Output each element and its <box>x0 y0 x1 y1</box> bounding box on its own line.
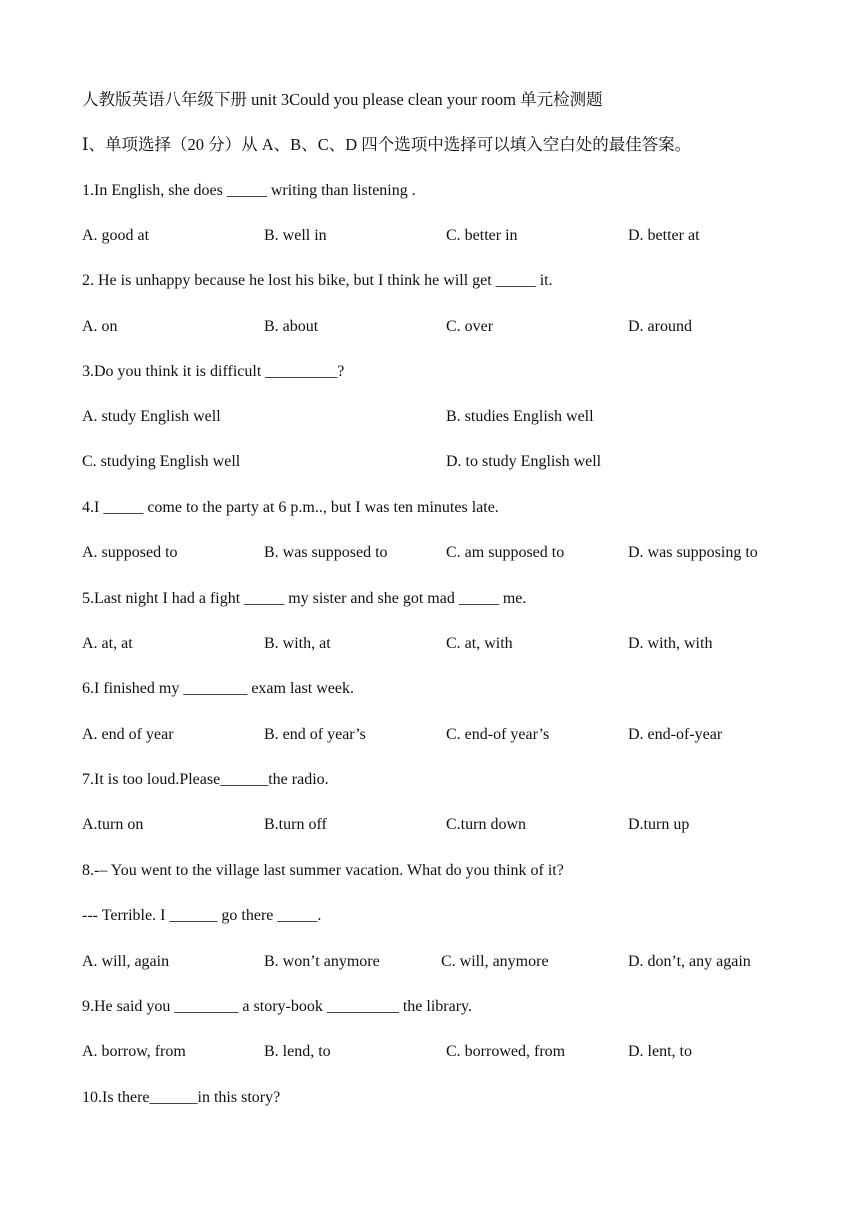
option-d: D. to study English well <box>446 453 602 470</box>
options-row <box>82 815 782 835</box>
option-d: D. was supposing to <box>628 544 758 561</box>
question-stem: 2. He is unhappy because he lost his bike, but I think he will get _____ it. <box>82 272 553 289</box>
option-c: C.turn down <box>446 816 526 833</box>
question-stem: 3.Do you think it is difficult _________? <box>82 363 345 380</box>
options-row <box>82 952 782 972</box>
section-heading: Ⅰ、单项选择（20 分）从 A、B、C、D 四个选项中选择可以填入空白处的最佳答案。 <box>82 135 692 154</box>
option-a: A. end of year <box>82 726 174 743</box>
option-b: B. about <box>264 318 319 335</box>
option-b: B. studies English well <box>446 408 594 425</box>
option-c: C. am supposed to <box>446 544 565 561</box>
options-row <box>82 725 782 745</box>
option-a: A. supposed to <box>82 544 178 561</box>
option-d: D. better at <box>628 227 700 244</box>
options-row <box>82 317 782 337</box>
option-b: B. well in <box>264 227 327 244</box>
question-stem: 7.It is too loud.Please______the radio. <box>82 771 329 788</box>
option-d: D.turn up <box>628 816 690 833</box>
question-stem: 9.He said you ________ a story-book _________ the library. <box>82 998 473 1015</box>
options-row <box>82 634 782 654</box>
option-b: B. lend, to <box>264 1043 331 1060</box>
options-row <box>82 452 782 472</box>
option-c: C. end-of year’s <box>446 726 550 743</box>
option-a: A. at, at <box>82 635 133 652</box>
option-a: A. borrow, from <box>82 1043 186 1060</box>
option-a: A. will, again <box>82 953 170 970</box>
option-a: A. study English well <box>82 408 221 425</box>
option-d: D. with, with <box>628 635 713 652</box>
option-c: C. borrowed, from <box>446 1043 566 1060</box>
question-stem: 8.-– You went to the village last summer vacation. What do you think of it? <box>82 862 564 879</box>
question-stem: 10.Is there______in this story? <box>82 1089 281 1106</box>
document-title: 人教版英语八年级下册 unit 3Could you please clean your room 单元检测题 <box>82 90 603 109</box>
option-b: B. won’t anymore <box>264 953 380 970</box>
options-row <box>82 407 782 427</box>
question-stem: 1.In English, she does _____ writing than listening . <box>82 182 416 199</box>
option-b: B. was supposed to <box>264 544 388 561</box>
option-a: A.turn on <box>82 816 144 833</box>
options-row <box>82 1042 782 1062</box>
option-b: B. end of year’s <box>264 726 366 743</box>
options-row <box>82 543 782 563</box>
option-b: B. with, at <box>264 635 331 652</box>
question-stem-reply: --- Terrible. I ______ go there _____. <box>82 907 322 924</box>
option-d: D. end-of-year <box>628 726 723 743</box>
option-a: A. on <box>82 318 118 335</box>
option-c: C. at, with <box>446 635 513 652</box>
option-c: C. will, anymore <box>441 953 549 970</box>
question-stem: 6.I finished my ________ exam last week. <box>82 680 354 697</box>
option-c: C. over <box>446 318 494 335</box>
option-a: A. good at <box>82 227 150 244</box>
option-d: D. around <box>628 318 692 335</box>
option-c: C. studying English well <box>82 453 241 470</box>
option-b: B.turn off <box>264 816 327 833</box>
option-c: C. better in <box>446 227 518 244</box>
question-stem: 4.I _____ come to the party at 6 p.m.., but I was ten minutes late. <box>82 499 499 516</box>
option-d: D. don’t, any again <box>628 953 751 970</box>
question-stem: 5.Last night I had a fight _____ my sister and she got mad _____ me. <box>82 590 527 607</box>
option-d: D. lent, to <box>628 1043 692 1060</box>
options-row <box>82 226 782 246</box>
